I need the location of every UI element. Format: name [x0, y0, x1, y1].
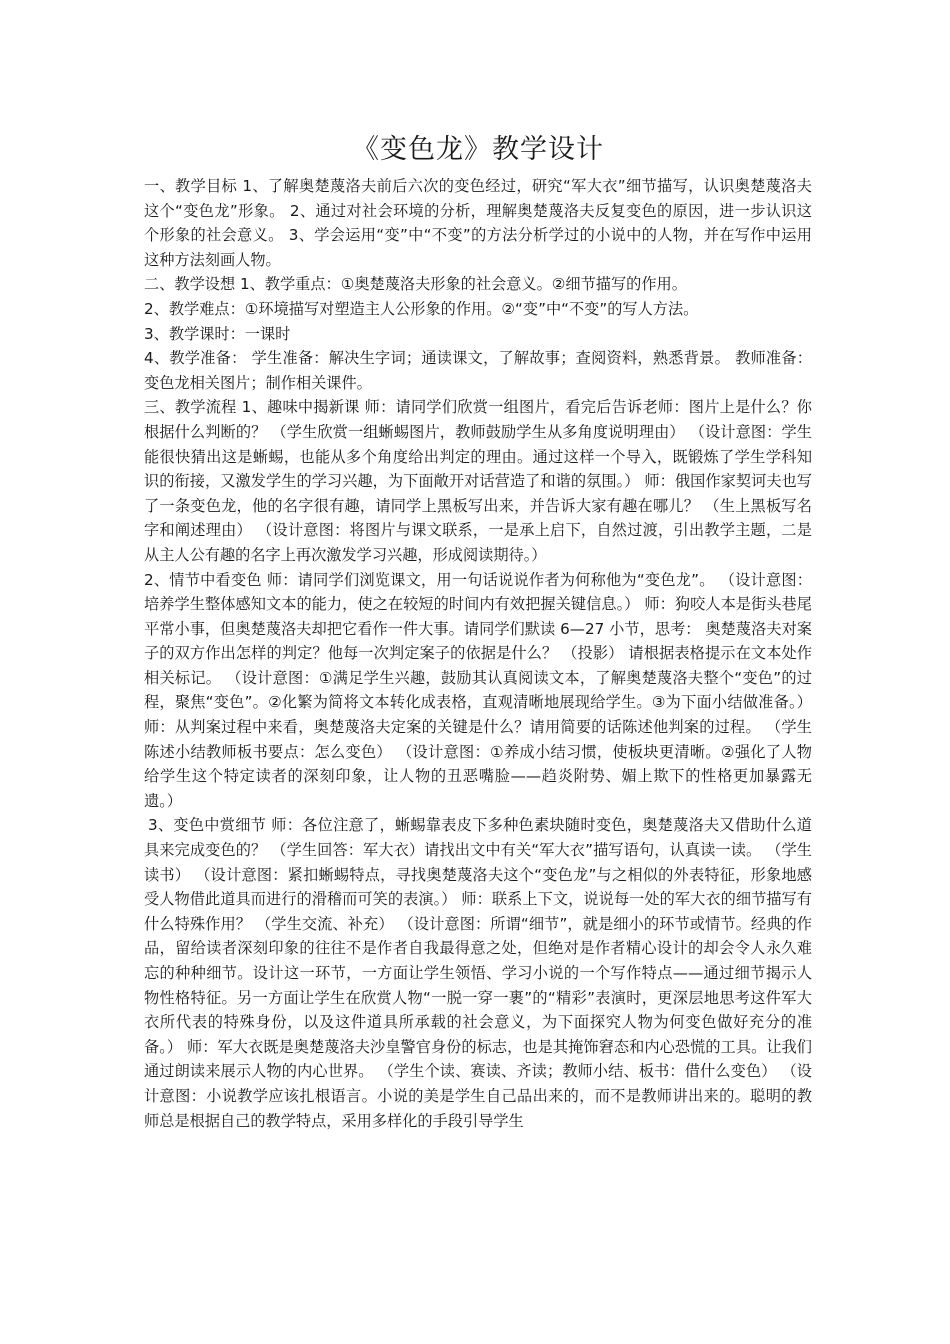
document-page: [144, 130, 812, 1133]
paragraph-class-hours: 3、教学课时：一课时: [144, 324, 291, 343]
paragraph-flow-step-1: 三、教学流程 1、趣味中揭新课 师：请同学们欣赏一组图片，看完后告诉老师：图片上是什么？你根据什么判断的？ （学生欣赏一组蜥蜴图片，教师鼓励学生从多角度说明理由） （设计意图：学生能很快猜出这是蜥蜴，也能从多个角度给出判定的理由。通过这样一个导入，既锻炼了学生学科知识的衔接，又激发学生的学习兴趣，为下面敞开对话营造了和谐的氛围。） 师：俄国作家契诃夫也写了一条变色龙，他的名字很有趣，请同学上黑板写出来，并告诉大家有趣在哪儿？ （生上黑板写名字和阐述理由） （设计意图：将图片与课文联系，一是承上启下，自然过渡，引出教学主题，二是从主人公有趣的名字上再次激发学习兴趣，形成阅读期待。）: [144, 398, 812, 564]
document-title: 《变色龙》教学设计: [352, 134, 604, 165]
paragraph-preparation: 4、教学准备： 学生准备：解决生字词；通读课文，了解故事；查阅资料，熟悉背景。 教师准备：变色龙相关图片；制作相关课件。: [144, 349, 812, 392]
paragraph-flow-step-2: 2、情节中看变色 师：请同学们浏览课文，用一句话说说作者为何称他为“变色龙”。 （设计意图：培养学生整体感知文本的能力，使之在较短的时间内有效把握关键信息。） 师：狗咬人本是街头巷尾平常小事，但奥楚蔑洛夫却把它看作一件大事。请同学们默读 6—27 小节，思考： 奥楚蔑洛夫对案子的双方作出怎样的判定？他每一次判定案子的依据是什么？ （投影） 请根据表格提示在文本处作相关标记。 （设计意图：①满足学生兴趣，鼓励其认真阅读文本，了解奥楚蔑洛夫整个“变色”的过程，聚焦“变色”。②化繁为简将文本转化成表格，直观清晰地展现给学生。③为下面小结做准备。） 师：从判案过程中来看，奥楚蔑洛夫定案的关键是什么？请用简要的话陈述他判案的过程。 （学生陈述小结教师板书要点：怎么变色） （设计意图：①养成小结习惯，使板块更清晰。②强化了人物给学生这个特定读者的深刻印象，让人物的丑恶嘴脸——趋炎附势、媚上欺下的性格更加暴露无遗。）: [144, 570, 812, 810]
paragraph-teaching-difficulty: 2、教学难点：①环境描写对塑造主人公形象的作用。②“变”中“不变”的写人方法。: [144, 299, 699, 318]
paragraph-teaching-goals: 一、教学目标 1、了解奥楚蔑洛夫前后六次的变色经过，研究“军大衣”细节描写，认识奥楚蔑洛夫这个“变色龙”形象。 2、通过对社会环境的分析，理解奥楚蔑洛夫反复变色的原因，进一步认识这个形象的社会意义。 3、学会运用“变”中“不变”的方法分析学过的小说中的人物，并在写作中运用这种方法刻画人物。: [144, 177, 812, 269]
paragraph-flow-step-3: 3、变色中赏细节 师：各位注意了，蜥蜴靠表皮下多种色素块随时变色，奥楚蔑洛夫又借助什么道具来完成变色的？ （学生回答：军大衣）请找出文中有关“军大衣”描写语句，认真读一读。 （学生读书） （设计意图：紧扣蜥蜴特点，寻找奥楚蔑洛夫这个“变色龙”与之相似的外表特征，形象地感受人物借此道具而进行的滑稽而可笑的表演。） 师：联系上下文，说说每一处的军大衣的细节描写有什么特殊作用？ （学生交流、补充） （设计意图：所谓“细节”，就是细小的环节或情节。经典的作品，留给读者深刻印象的往往不是作者自我最得意之处，但绝对是作者精心设计的却会令人永久难忘的种种细节。设计这一环节，一方面让学生领悟、学习小说的一个写作特点——通过细节揭示人物性格特征。另一方面让学生在欣赏人物“一脱一穿一裹”的“精彩”表演时，更深层地思考这件军大衣所代表的特殊身份，以及这件道具所承载的社会意义，为下面探究人物为何变色做好充分的准备。） 师：军大衣既是奥楚蔑洛夫沙皇警官身份的标志，也是其掩饰窘态和内心恐慌的工具。让我们通过朗读来展示人物的内心世界。 （学生个读、赛读、齐读；教师小结、板书：借什么变色） （设计意图：小说教学应该扎根语言。小说的美是学生自己品出来的，而不是教师讲出来的。聪明的教师总是根据自己的教学特点，采用多样化的手段引导学生: [144, 816, 812, 1130]
paragraph-teaching-focus: 二、教学设想 1、教学重点：①奥楚蔑洛夫形象的社会意义。②细节描写的作用。: [144, 275, 687, 294]
